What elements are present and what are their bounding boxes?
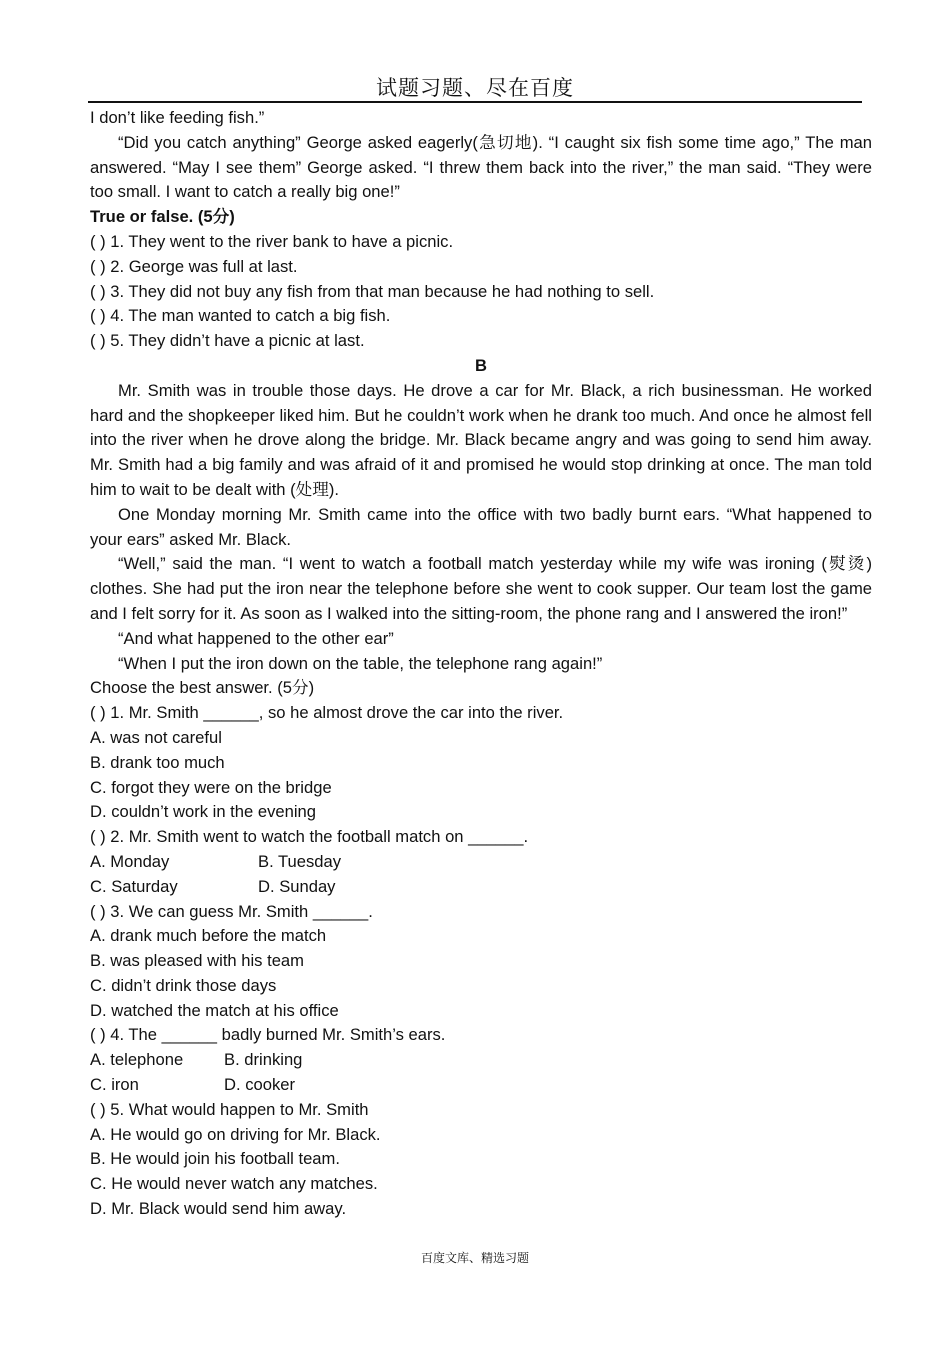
option-row [90,1048,872,1073]
passage-b-paragraph: One Monday morning Mr. Smith came into the office with two badly burnt ears. “What happened to your ears” asked Mr. Black. [90,504,872,549]
option-row [90,875,872,900]
option: B. drank too much [90,752,225,772]
option: D. Mr. Black would send him away. [90,1199,347,1219]
document-body [90,106,872,1222]
multiple-choice-title: Choose the best answer. (5分) [90,678,315,698]
option: C. He would never watch any matches. [90,1174,378,1194]
option: D. Sunday [258,876,336,896]
question: ( ) 5. What would happen to Mr. Smith [90,1099,369,1119]
header-rule [88,101,862,103]
tf-item: ( ) 3. They did not buy any fish from that man because he had nothing to sell. [90,281,655,301]
passage-a-line: I don’t like feeding fish.” [90,108,265,127]
page-footer: 百度文库、精选习题 [420,1251,529,1265]
passage-b-paragraph: “And what happened to the other ear” [118,628,394,648]
tf-item: ( ) 4. The man wanted to catch a big fish. [90,306,391,326]
page-header: 试题习题、尽在百度 [376,76,574,100]
tf-item: ( ) 5. They didn’t have a picnic at last. [90,331,365,351]
option: A. Monday [90,851,170,871]
passage-b-paragraph: “Well,” said the man. “I went to watch a football match yesterday while my wife was ironing (熨烫) clothes. She had put the iron near the telephone before she went to cook supper. Our team lost the game and I felt sorry for it. As soon as I walked into the sitting-room, the phone rang and I answered the iron!” [90,554,872,623]
tf-item: ( ) 1. They went to the river bank to have a picnic. [90,231,454,251]
option: D. cooker [224,1075,296,1095]
option: B. drinking [224,1050,303,1070]
option: A. telephone [90,1050,184,1070]
option: C. didn’t drink those days [90,975,277,995]
option: D. couldn’t work in the evening [90,802,316,822]
option: B. was pleased with his team [90,951,304,971]
true-false-title: True or false. (5分) [90,207,235,227]
passage-b-paragraph: “When I put the iron down on the table, the telephone rang again!” [118,653,603,673]
option: C. forgot they were on the bridge [90,777,332,797]
question: ( ) 1. Mr. Smith ______, so he almost drove the car into the river. [90,703,564,723]
passage-a-paragraph: “Did you catch anything” George asked eagerly(急切地). “I caught six fish some time ago,” The man answered. “May I see them” George asked. “I threw them back into the river,” the man said. “They were too small. I want to catch a really big one!” [90,132,872,202]
option: A. was not careful [90,727,222,747]
option: D. watched the match at his office [90,1000,339,1020]
option: B. He would join his football team. [90,1149,340,1169]
option: C. Saturday [90,876,178,896]
option: A. drank much before the match [90,926,327,946]
passage-b-paragraph: Mr. Smith was in trouble those days. He drove a car for Mr. Black, a rich businessman. He worked hard and the shopkeeper liked him. But he couldn’t work when he drank too much. And once he almost fell into the river when he drove along the bridge. Mr. Black became angry and was going to send him away. Mr. Smith had a big family and was afraid of it and promised he would stop drinking at once. The man told him to wait to be dealt with (处理). [90,380,872,499]
option-row [90,850,872,875]
option: A. He would go on driving for Mr. Black. [90,1124,381,1144]
option: B. Tuesday [258,851,342,871]
tf-item: ( ) 2. George was full at last. [90,256,298,276]
question: ( ) 3. We can guess Mr. Smith ______. [90,901,373,921]
passage-b-label: B [475,355,487,375]
question: ( ) 2. Mr. Smith went to watch the football match on ______. [90,827,529,847]
question: ( ) 4. The ______ badly burned Mr. Smith’s ears. [90,1025,446,1045]
option-row [90,1073,872,1098]
option: C. iron [90,1075,139,1095]
